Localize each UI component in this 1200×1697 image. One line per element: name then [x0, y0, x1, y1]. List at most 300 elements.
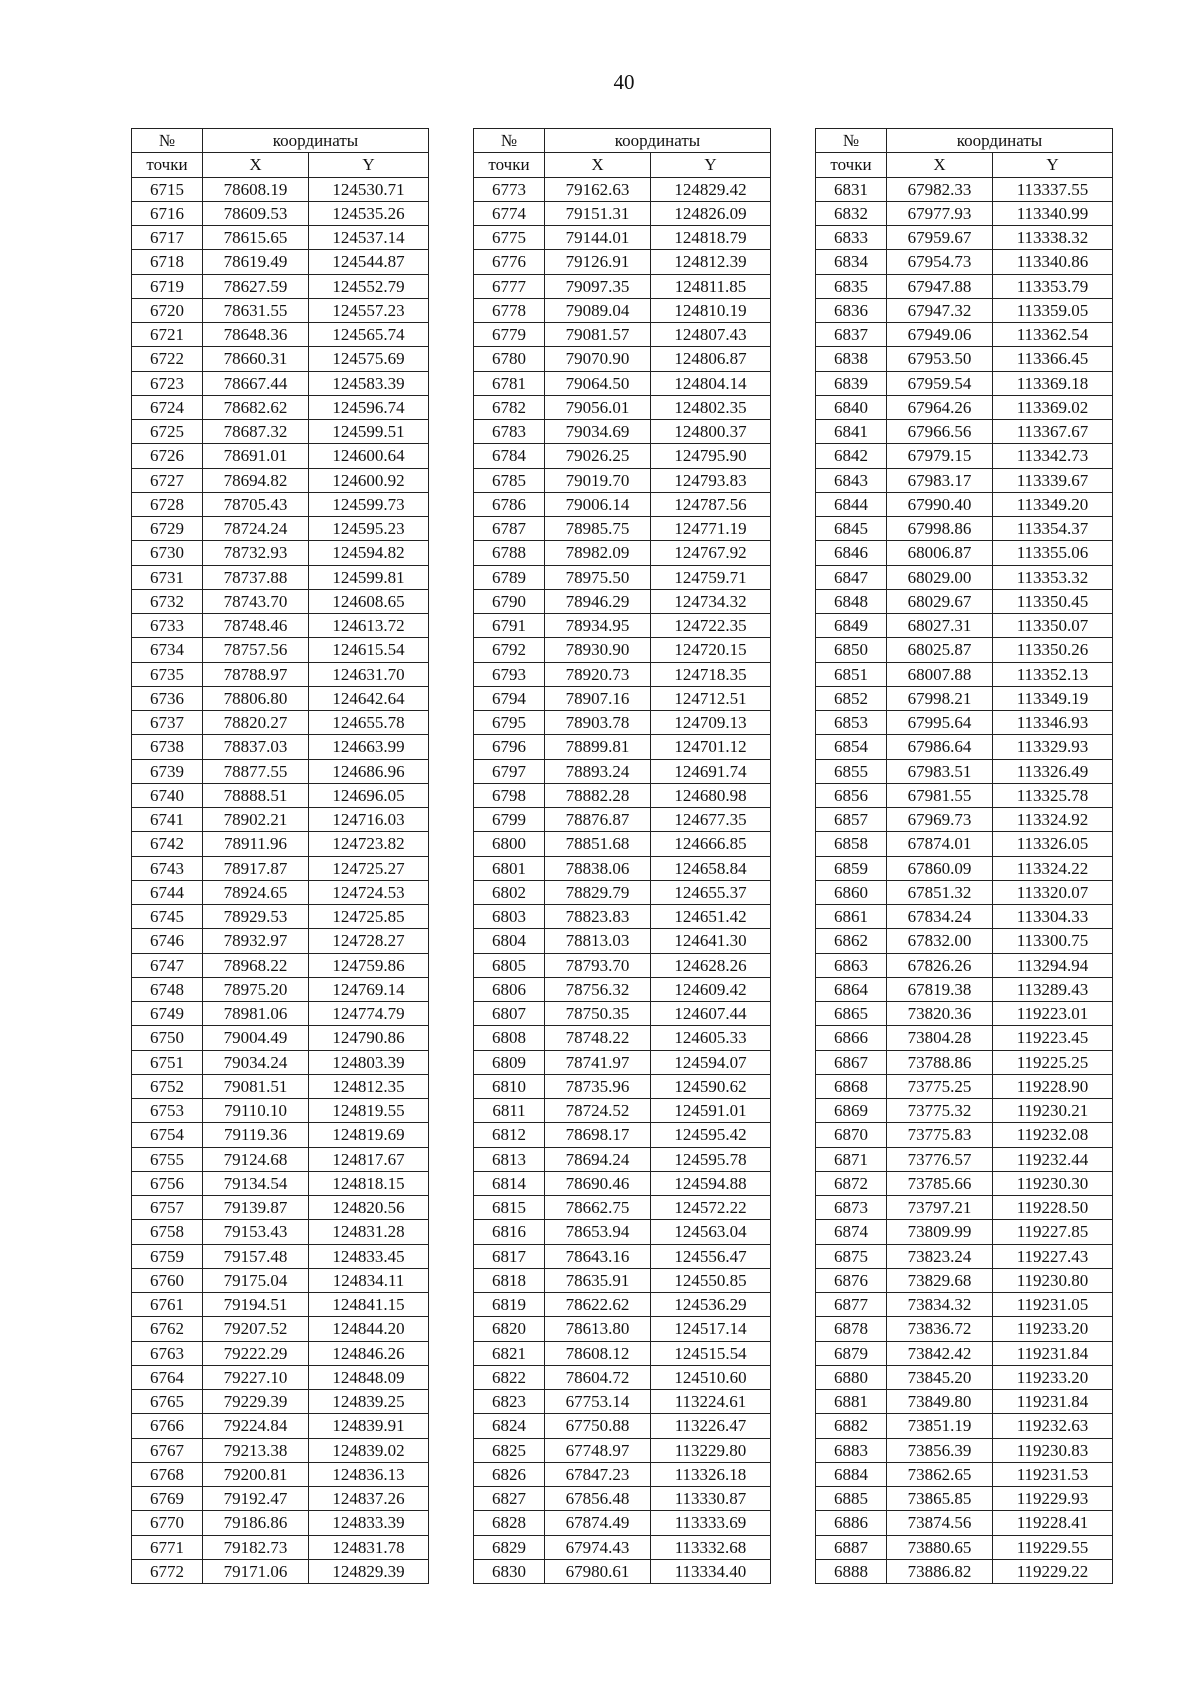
y-coordinate-cell: 113362.54 [993, 323, 1113, 347]
point-number-cell: 6794 [474, 686, 545, 710]
table-row [816, 1414, 1113, 1438]
x-coordinate-cell: 78903.78 [545, 711, 651, 735]
x-coordinate-cell: 68029.67 [887, 589, 993, 613]
table-row [132, 759, 429, 783]
x-coordinate-cell: 78981.06 [203, 1002, 309, 1026]
y-coordinate-cell: 124658.84 [651, 856, 771, 880]
point-number-cell: 6857 [816, 808, 887, 832]
point-number-cell: 6739 [132, 759, 203, 783]
y-coordinate-cell: 124565.74 [309, 323, 429, 347]
y-coordinate-cell: 124810.19 [651, 298, 771, 322]
x-coordinate-cell: 73823.24 [887, 1244, 993, 1268]
x-header: X [545, 153, 651, 177]
point-number-cell: 6849 [816, 614, 887, 638]
y-coordinate-cell: 124557.23 [309, 298, 429, 322]
table-row [474, 274, 771, 298]
y-coordinate-cell: 124591.01 [651, 1099, 771, 1123]
x-coordinate-cell: 78653.94 [545, 1220, 651, 1244]
x-coordinate-cell: 78609.53 [203, 201, 309, 225]
table-row [132, 783, 429, 807]
point-label-header: точки [132, 153, 203, 177]
x-coordinate-cell: 78732.93 [203, 541, 309, 565]
point-number-cell: 6786 [474, 492, 545, 516]
point-number-cell: 6855 [816, 759, 887, 783]
y-coordinate-cell: 113337.55 [993, 177, 1113, 201]
table-row [816, 808, 1113, 832]
point-number-cell: 6803 [474, 905, 545, 929]
x-coordinate-cell: 78622.62 [545, 1293, 651, 1317]
x-coordinate-cell: 78838.06 [545, 856, 651, 880]
table-row [132, 444, 429, 468]
point-number-cell: 6888 [816, 1559, 887, 1583]
y-coordinate-cell: 124600.64 [309, 444, 429, 468]
y-coordinate-cell: 124628.26 [651, 953, 771, 977]
x-coordinate-cell: 67980.61 [545, 1559, 651, 1583]
table-row [816, 905, 1113, 929]
y-coordinate-cell: 113339.67 [993, 468, 1113, 492]
table-row [474, 1123, 771, 1147]
point-number-cell: 6846 [816, 541, 887, 565]
x-coordinate-cell: 78694.24 [545, 1147, 651, 1171]
point-number-cell: 6818 [474, 1268, 545, 1292]
x-coordinate-cell: 73785.66 [887, 1171, 993, 1195]
table-row [474, 759, 771, 783]
y-coordinate-cell: 124596.74 [309, 395, 429, 419]
x-coordinate-cell: 78851.68 [545, 832, 651, 856]
table-row [816, 420, 1113, 444]
table-row [132, 832, 429, 856]
y-coordinate-cell: 113304.33 [993, 905, 1113, 929]
table-row [132, 1099, 429, 1123]
y-coordinate-cell: 119230.83 [993, 1438, 1113, 1462]
point-number-cell: 6800 [474, 832, 545, 856]
y-coordinate-cell: 119230.80 [993, 1268, 1113, 1292]
point-number-cell: 6816 [474, 1220, 545, 1244]
table-row [474, 177, 771, 201]
point-number-cell: 6756 [132, 1171, 203, 1195]
y-coordinate-cell: 113340.99 [993, 201, 1113, 225]
point-number-cell: 6745 [132, 905, 203, 929]
x-coordinate-cell: 67834.24 [887, 905, 993, 929]
x-coordinate-cell: 67959.67 [887, 226, 993, 250]
point-number-cell: 6784 [474, 444, 545, 468]
y-coordinate-cell: 124812.35 [309, 1074, 429, 1098]
x-coordinate-cell: 73809.99 [887, 1220, 993, 1244]
y-coordinate-cell: 124728.27 [309, 929, 429, 953]
y-coordinate-cell: 124608.65 [309, 589, 429, 613]
y-coordinate-cell: 113326.18 [651, 1462, 771, 1486]
y-coordinate-cell: 124774.79 [309, 1002, 429, 1026]
table-row [816, 517, 1113, 541]
table-row [474, 444, 771, 468]
y-coordinate-cell: 113324.92 [993, 808, 1113, 832]
y-coordinate-cell: 124839.02 [309, 1438, 429, 1462]
table-row [132, 565, 429, 589]
point-number-cell: 6747 [132, 953, 203, 977]
y-coordinate-cell: 113366.45 [993, 347, 1113, 371]
table-row [132, 541, 429, 565]
point-number-cell: 6848 [816, 589, 887, 613]
y-coordinate-cell: 124677.35 [651, 808, 771, 832]
table-row [816, 1050, 1113, 1074]
point-number-cell: 6734 [132, 638, 203, 662]
x-coordinate-cell: 67954.73 [887, 250, 993, 274]
y-coordinate-cell: 124515.54 [651, 1341, 771, 1365]
y-coordinate-cell: 113300.75 [993, 929, 1113, 953]
x-coordinate-cell: 79207.52 [203, 1317, 309, 1341]
table-row [474, 492, 771, 516]
table-row [132, 420, 429, 444]
x-coordinate-cell: 68027.31 [887, 614, 993, 638]
point-number-cell: 6793 [474, 662, 545, 686]
point-number-cell: 6833 [816, 226, 887, 250]
y-coordinate-cell: 124846.26 [309, 1341, 429, 1365]
table-row [132, 808, 429, 832]
point-number-cell: 6797 [474, 759, 545, 783]
point-number-cell: 6841 [816, 420, 887, 444]
point-number-cell: 6742 [132, 832, 203, 856]
table-row [816, 1244, 1113, 1268]
y-coordinate-cell: 124767.92 [651, 541, 771, 565]
x-coordinate-cell: 67990.40 [887, 492, 993, 516]
y-coordinate-cell: 124790.86 [309, 1026, 429, 1050]
point-number-cell: 6807 [474, 1002, 545, 1026]
x-coordinate-cell: 78757.56 [203, 638, 309, 662]
point-number-cell: 6732 [132, 589, 203, 613]
table-row [474, 735, 771, 759]
y-coordinate-cell: 124631.70 [309, 662, 429, 686]
x-coordinate-cell: 79186.86 [203, 1511, 309, 1535]
y-coordinate-cell: 124595.42 [651, 1123, 771, 1147]
table-row [474, 347, 771, 371]
point-number-cell: 6754 [132, 1123, 203, 1147]
x-coordinate-cell: 78968.22 [203, 953, 309, 977]
y-coordinate-cell: 124530.71 [309, 177, 429, 201]
x-coordinate-cell: 78893.24 [545, 759, 651, 783]
point-number-cell: 6850 [816, 638, 887, 662]
table-row [816, 1341, 1113, 1365]
y-coordinate-cell: 124787.56 [651, 492, 771, 516]
x-coordinate-cell: 78882.28 [545, 783, 651, 807]
y-coordinate-cell: 124725.85 [309, 905, 429, 929]
x-coordinate-cell: 73865.85 [887, 1487, 993, 1511]
y-coordinate-cell: 124819.55 [309, 1099, 429, 1123]
y-coordinate-cell: 124829.39 [309, 1559, 429, 1583]
table-row [474, 686, 771, 710]
y-coordinate-cell: 124848.09 [309, 1365, 429, 1389]
point-number-cell: 6837 [816, 323, 887, 347]
x-coordinate-cell: 78608.12 [545, 1341, 651, 1365]
point-number-cell: 6729 [132, 517, 203, 541]
table-row [132, 201, 429, 225]
y-coordinate-cell: 124599.51 [309, 420, 429, 444]
table-row [474, 1171, 771, 1195]
point-number-cell: 6778 [474, 298, 545, 322]
point-number-cell: 6844 [816, 492, 887, 516]
point-number-cell: 6862 [816, 929, 887, 953]
x-coordinate-cell: 73874.56 [887, 1511, 993, 1535]
y-coordinate-cell: 113369.18 [993, 371, 1113, 395]
y-coordinate-cell: 124759.86 [309, 953, 429, 977]
x-coordinate-cell: 78985.75 [545, 517, 651, 541]
point-number-cell: 6832 [816, 201, 887, 225]
point-number-cell: 6798 [474, 783, 545, 807]
point-number-cell: 6770 [132, 1511, 203, 1535]
table-row [816, 177, 1113, 201]
y-coordinate-cell: 119232.44 [993, 1147, 1113, 1171]
x-coordinate-cell: 78613.80 [545, 1317, 651, 1341]
point-number-cell: 6721 [132, 323, 203, 347]
table-row [474, 226, 771, 250]
table-row [132, 1317, 429, 1341]
x-coordinate-cell: 73845.20 [887, 1365, 993, 1389]
x-coordinate-cell: 78667.44 [203, 371, 309, 395]
table-row [816, 856, 1113, 880]
table-row [474, 808, 771, 832]
y-coordinate-cell: 124829.42 [651, 177, 771, 201]
y-coordinate-cell: 119228.41 [993, 1511, 1113, 1535]
x-coordinate-cell: 79194.51 [203, 1293, 309, 1317]
x-coordinate-cell: 79227.10 [203, 1365, 309, 1389]
point-number-cell: 6878 [816, 1317, 887, 1341]
point-number-cell: 6799 [474, 808, 545, 832]
x-coordinate-cell: 67998.21 [887, 686, 993, 710]
x-coordinate-cell: 73880.65 [887, 1535, 993, 1559]
x-coordinate-cell: 78888.51 [203, 783, 309, 807]
point-number-cell: 6805 [474, 953, 545, 977]
y-coordinate-cell: 124841.15 [309, 1293, 429, 1317]
x-coordinate-cell: 73829.68 [887, 1268, 993, 1292]
y-coordinate-cell: 124769.14 [309, 977, 429, 1001]
point-number-cell: 6851 [816, 662, 887, 686]
y-coordinate-cell: 113353.79 [993, 274, 1113, 298]
x-coordinate-cell: 67995.64 [887, 711, 993, 735]
table-row [474, 856, 771, 880]
point-number-cell: 6767 [132, 1438, 203, 1462]
x-coordinate-cell: 79070.90 [545, 347, 651, 371]
y-coordinate-cell: 124663.99 [309, 735, 429, 759]
table-row [474, 1535, 771, 1559]
point-number-cell: 6856 [816, 783, 887, 807]
y-coordinate-cell: 124839.25 [309, 1390, 429, 1414]
table-row [132, 274, 429, 298]
x-coordinate-cell: 78619.49 [203, 250, 309, 274]
x-coordinate-cell: 78748.22 [545, 1026, 651, 1050]
point-number-cell: 6788 [474, 541, 545, 565]
x-coordinate-cell: 78932.97 [203, 929, 309, 953]
coordinates-table-1 [131, 128, 429, 1584]
y-coordinate-cell: 124804.14 [651, 371, 771, 395]
y-coordinate-cell: 124615.54 [309, 638, 429, 662]
x-coordinate-cell: 79064.50 [545, 371, 651, 395]
x-coordinate-cell: 79157.48 [203, 1244, 309, 1268]
point-number-cell: 6869 [816, 1099, 887, 1123]
y-coordinate-cell: 113349.19 [993, 686, 1113, 710]
x-coordinate-cell: 78690.46 [545, 1171, 651, 1195]
x-coordinate-cell: 79213.38 [203, 1438, 309, 1462]
x-coordinate-cell: 67819.38 [887, 977, 993, 1001]
x-coordinate-cell: 78899.81 [545, 735, 651, 759]
x-coordinate-cell: 79026.25 [545, 444, 651, 468]
table-row [474, 541, 771, 565]
point-number-cell: 6789 [474, 565, 545, 589]
y-coordinate-cell: 113294.94 [993, 953, 1113, 977]
table-row [474, 250, 771, 274]
x-coordinate-cell: 68007.88 [887, 662, 993, 686]
table-row [816, 468, 1113, 492]
x-coordinate-cell: 67947.88 [887, 274, 993, 298]
point-number-cell: 6861 [816, 905, 887, 929]
table-row [474, 1244, 771, 1268]
point-number-cell: 6751 [132, 1050, 203, 1074]
point-number-cell: 6796 [474, 735, 545, 759]
table-row [816, 1123, 1113, 1147]
x-coordinate-cell: 67959.54 [887, 371, 993, 395]
point-number-cell: 6813 [474, 1147, 545, 1171]
y-coordinate-cell: 119223.01 [993, 1002, 1113, 1026]
point-number-cell: 6823 [474, 1390, 545, 1414]
point-number-cell: 6773 [474, 177, 545, 201]
x-coordinate-cell: 73775.25 [887, 1074, 993, 1098]
y-coordinate-cell: 113330.87 [651, 1487, 771, 1511]
point-number-cell: 6822 [474, 1365, 545, 1389]
point-number-cell: 6760 [132, 1268, 203, 1292]
x-coordinate-cell: 78982.09 [545, 541, 651, 565]
x-coordinate-cell: 73834.32 [887, 1293, 993, 1317]
table-row [132, 953, 429, 977]
y-coordinate-cell: 124716.03 [309, 808, 429, 832]
table-row [816, 759, 1113, 783]
x-coordinate-cell: 73849.80 [887, 1390, 993, 1414]
y-coordinate-cell: 124793.83 [651, 468, 771, 492]
x-coordinate-cell: 78735.96 [545, 1074, 651, 1098]
x-coordinate-cell: 67826.26 [887, 953, 993, 977]
point-number-cell: 6804 [474, 929, 545, 953]
x-coordinate-cell: 73804.28 [887, 1026, 993, 1050]
table-row [816, 323, 1113, 347]
table-row [132, 1196, 429, 1220]
x-coordinate-cell: 78924.65 [203, 880, 309, 904]
point-number-cell: 6886 [816, 1511, 887, 1535]
point-number-cell: 6740 [132, 783, 203, 807]
point-number-cell: 6831 [816, 177, 887, 201]
x-coordinate-cell: 73842.42 [887, 1341, 993, 1365]
point-number-cell: 6876 [816, 1268, 887, 1292]
x-coordinate-cell: 78615.65 [203, 226, 309, 250]
y-coordinate-cell: 124605.33 [651, 1026, 771, 1050]
y-coordinate-cell: 119228.90 [993, 1074, 1113, 1098]
y-header: Y [309, 153, 429, 177]
table-row [132, 662, 429, 686]
x-coordinate-cell: 79224.84 [203, 1414, 309, 1438]
x-coordinate-cell: 78829.79 [545, 880, 651, 904]
point-number-cell: 6809 [474, 1050, 545, 1074]
x-coordinate-cell: 67981.55 [887, 783, 993, 807]
table-row [816, 929, 1113, 953]
table-row [132, 711, 429, 735]
point-number-cell: 6738 [132, 735, 203, 759]
x-coordinate-cell: 67983.51 [887, 759, 993, 783]
table-row [132, 395, 429, 419]
point-number-cell: 6746 [132, 929, 203, 953]
y-coordinate-cell: 113334.40 [651, 1559, 771, 1583]
x-coordinate-cell: 78662.75 [545, 1196, 651, 1220]
point-number-cell: 6781 [474, 371, 545, 395]
table-row [816, 298, 1113, 322]
point-number-cell: 6858 [816, 832, 887, 856]
x-coordinate-cell: 79110.10 [203, 1099, 309, 1123]
point-number-cell: 6737 [132, 711, 203, 735]
table-row [132, 250, 429, 274]
point-number-cell: 6744 [132, 880, 203, 904]
y-coordinate-cell: 124595.23 [309, 517, 429, 541]
point-number-cell: 6776 [474, 250, 545, 274]
y-coordinate-cell: 124510.60 [651, 1365, 771, 1389]
point-number-cell: 6766 [132, 1414, 203, 1438]
y-coordinate-cell: 124836.13 [309, 1462, 429, 1486]
point-number-cell: 6768 [132, 1462, 203, 1486]
coordinates-table-3 [815, 128, 1113, 1584]
point-number-cell: 6887 [816, 1535, 887, 1559]
point-number-header: № [474, 129, 545, 153]
table-row [132, 686, 429, 710]
x-coordinate-cell: 78876.87 [545, 808, 651, 832]
x-coordinate-cell: 67969.73 [887, 808, 993, 832]
y-coordinate-cell: 124820.56 [309, 1196, 429, 1220]
x-coordinate-cell: 73775.32 [887, 1099, 993, 1123]
table-row [816, 589, 1113, 613]
table-row [132, 1244, 429, 1268]
x-coordinate-cell: 78741.97 [545, 1050, 651, 1074]
point-number-cell: 6731 [132, 565, 203, 589]
y-coordinate-cell: 124803.39 [309, 1050, 429, 1074]
point-number-cell: 6782 [474, 395, 545, 419]
x-coordinate-cell: 78934.95 [545, 614, 651, 638]
point-number-cell: 6808 [474, 1026, 545, 1050]
table-row [132, 1147, 429, 1171]
x-coordinate-cell: 79089.04 [545, 298, 651, 322]
x-coordinate-cell: 78737.88 [203, 565, 309, 589]
y-coordinate-cell: 113338.32 [993, 226, 1113, 250]
x-coordinate-cell: 73856.39 [887, 1438, 993, 1462]
y-coordinate-cell: 124572.22 [651, 1196, 771, 1220]
x-coordinate-cell: 78682.62 [203, 395, 309, 419]
y-coordinate-cell: 124552.79 [309, 274, 429, 298]
point-label-header: точки [816, 153, 887, 177]
table-row [132, 1462, 429, 1486]
y-header: Y [993, 153, 1113, 177]
point-number-cell: 6785 [474, 468, 545, 492]
table-row [132, 468, 429, 492]
x-coordinate-cell: 79182.73 [203, 1535, 309, 1559]
x-coordinate-cell: 67748.97 [545, 1438, 651, 1462]
table-row [474, 1438, 771, 1462]
y-coordinate-cell: 124734.32 [651, 589, 771, 613]
table-row [474, 905, 771, 929]
y-coordinate-cell: 124802.35 [651, 395, 771, 419]
y-coordinate-cell: 113359.05 [993, 298, 1113, 322]
table-row [816, 1026, 1113, 1050]
table-row [816, 1099, 1113, 1123]
table-row [474, 662, 771, 686]
x-coordinate-cell: 79006.14 [545, 492, 651, 516]
x-coordinate-cell: 68029.00 [887, 565, 993, 589]
x-coordinate-cell: 73886.82 [887, 1559, 993, 1583]
point-number-cell: 6763 [132, 1341, 203, 1365]
point-number-cell: 6765 [132, 1390, 203, 1414]
y-coordinate-cell: 124807.43 [651, 323, 771, 347]
x-coordinate-cell: 78813.03 [545, 929, 651, 953]
